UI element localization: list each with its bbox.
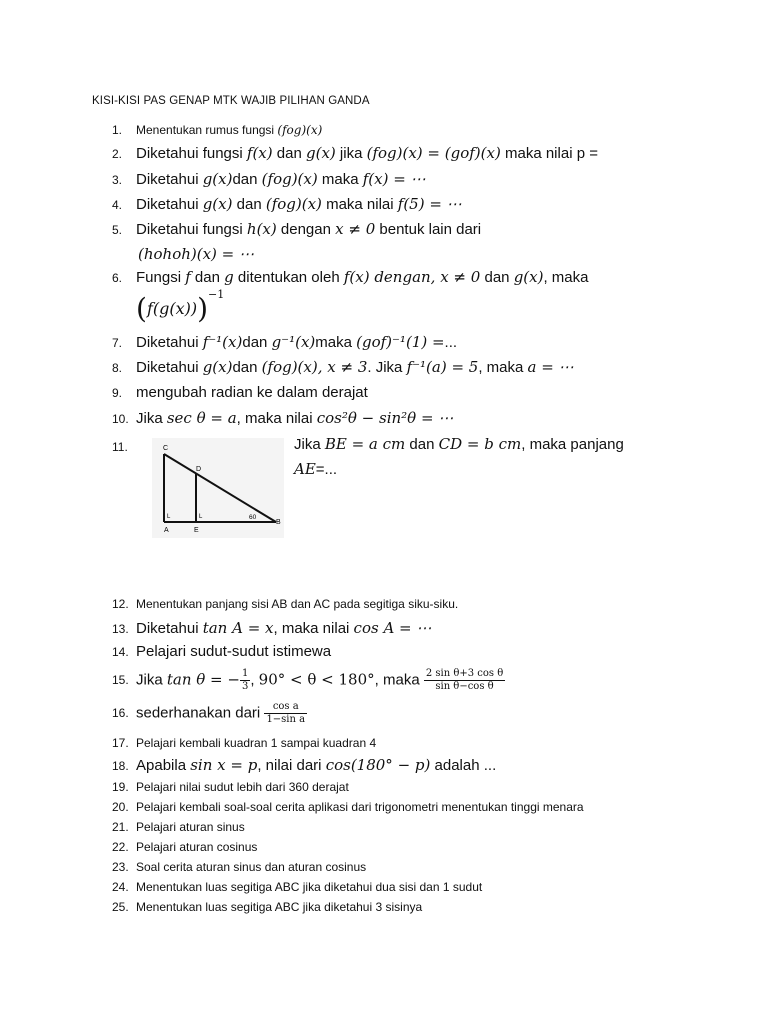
- item-math: (fog)(x), x ≠ 3: [261, 358, 368, 376]
- item-text: , maka nilai: [236, 410, 317, 427]
- item-text: , maka: [478, 359, 528, 376]
- item-math: 90° < θ < 180°: [258, 670, 375, 689]
- item-number: 2.: [112, 147, 123, 161]
- item-text: ...: [444, 334, 458, 351]
- item-math: (fog)(x) = (gof)(x): [366, 144, 501, 162]
- item-text: , maka nilai: [273, 620, 354, 637]
- item-number: 13.: [112, 622, 129, 636]
- item-11-text-line1: [294, 435, 624, 453]
- item-math: g⁻¹(x): [271, 333, 316, 351]
- item-number: 3.: [112, 173, 123, 187]
- item-text: sederhanakan dari: [136, 704, 265, 722]
- fraction-denominator: 1−sin a: [266, 714, 306, 725]
- right-angle-mark-e: L: [199, 514, 203, 520]
- item-text: maka: [317, 171, 363, 188]
- angle-label: 60: [249, 514, 257, 521]
- item-text: Jika: [136, 671, 167, 689]
- item-math: cos²θ − sin²θ = ⋯: [316, 409, 454, 427]
- label-d: D: [196, 466, 202, 473]
- item-text: Diketahui: [136, 620, 203, 637]
- item-number: 16.: [112, 706, 129, 721]
- item-text: . Jika: [367, 359, 407, 376]
- item-text: dan: [232, 171, 262, 188]
- item-5-continuation: (hohoh)(x) = ⋯: [138, 245, 255, 263]
- item-math: AE: [294, 460, 316, 478]
- item-math: f: [185, 268, 191, 286]
- item-text: bentuk lain dari: [375, 221, 482, 238]
- item-text: Diketahui: [136, 196, 203, 213]
- item-text: maka nilai: [321, 196, 398, 213]
- item-math: sec θ = a: [166, 409, 237, 427]
- item-math: (fog)(x): [261, 170, 318, 188]
- item-number: 10.: [112, 412, 129, 426]
- item-number: 20.: [112, 800, 129, 814]
- list-item-25: [112, 900, 422, 914]
- item-text: Pelajari kembali soal-soal cerita aplikasi dari trigonometri menentukan tinggi menara: [136, 800, 584, 814]
- item-number: 25.: [112, 900, 129, 914]
- item-text: adalah ...: [430, 757, 497, 774]
- document-title: KISI-KISI PAS GENAP MTK WAJIB PILIHAN GANDA: [92, 95, 370, 107]
- item-math: sin x = p: [190, 756, 258, 774]
- item-math: CD = b cm: [438, 435, 522, 453]
- list-item-8: [112, 358, 574, 376]
- item-math: (fog)(x): [277, 123, 323, 137]
- item-math: (fog)(x): [265, 195, 322, 213]
- list-item-17: [112, 736, 376, 750]
- fraction-one-third: [240, 668, 250, 693]
- item-number: 19.: [112, 780, 129, 794]
- item-text: dengan: [276, 221, 336, 238]
- item-text: dan: [242, 334, 272, 351]
- label-a: A: [164, 527, 169, 534]
- item-number: 24.: [112, 880, 129, 894]
- item-text: Menentukan luas segitiga ABC jika diketahui dua sisi dan 1 sudut: [136, 880, 483, 894]
- item-6-continuation: [136, 288, 225, 325]
- item-math: f(x) dengan, x ≠ 0: [343, 268, 481, 286]
- list-item-10: [112, 409, 453, 427]
- item-text: Apabila: [136, 757, 191, 774]
- item-11-text-line2: [294, 460, 337, 478]
- list-item-21: [112, 820, 245, 834]
- fraction-trig-expression: [424, 668, 505, 693]
- list-item-2: [112, 144, 598, 162]
- list-item-13: [112, 619, 431, 637]
- item-text: Diketahui: [136, 334, 203, 351]
- list-item-12: [112, 597, 458, 611]
- item-math: g(x): [306, 144, 336, 162]
- item-text: dan: [232, 196, 266, 213]
- item-math: x ≠ 0: [335, 220, 376, 238]
- item-math: g(x): [513, 268, 544, 286]
- item-math: f(5) = ⋯: [397, 195, 462, 213]
- close-paren: ): [197, 292, 209, 325]
- item-math: g(x): [202, 195, 233, 213]
- item-number: 1.: [112, 123, 123, 137]
- item-text: jika: [335, 145, 367, 162]
- item-text: Diketahui: [136, 359, 203, 376]
- item-math: h(x): [246, 220, 277, 238]
- item-math: cos(180° − p): [325, 756, 431, 774]
- item-number: 4.: [112, 198, 123, 212]
- item-number: 6.: [112, 271, 123, 285]
- item-number: 22.: [112, 840, 129, 854]
- item-math: g(x): [202, 358, 233, 376]
- item-math: g(x): [202, 170, 233, 188]
- item-number: 23.: [112, 860, 129, 874]
- item-text: Jika: [294, 436, 325, 453]
- item-text: dan: [405, 436, 439, 453]
- item-text: ,: [250, 671, 259, 689]
- item-math: f⁻¹(x): [202, 333, 243, 351]
- item-math: tan A = x: [202, 619, 274, 637]
- item-math: cos A = ⋯: [353, 619, 432, 637]
- list-item-14: [112, 643, 331, 660]
- item-text: Diketahui fungsi: [136, 145, 247, 162]
- item-text: , nilai dari: [257, 757, 326, 774]
- item-text: Pelajari kembali kuadran 1 sampai kuadran 4: [136, 736, 377, 750]
- right-angle-mark-a: L: [167, 514, 171, 520]
- item-math: f⁻¹(a) = 5: [406, 358, 479, 376]
- fraction-numerator: 1: [241, 668, 249, 679]
- item-text: Pelajari aturan cosinus: [136, 840, 258, 854]
- label-e: E: [194, 527, 199, 534]
- item-number: 9.: [112, 386, 123, 400]
- item-math: BE = a cm: [324, 435, 406, 453]
- item-text: Menentukan panjang sisi AB dan AC pada segitiga siku-siku.: [136, 597, 459, 611]
- open-paren: (: [136, 292, 147, 325]
- item-math: f(g(x)): [146, 299, 198, 318]
- list-item-19: [112, 780, 349, 794]
- item-math: g: [224, 268, 234, 286]
- list-item-1: [112, 123, 322, 137]
- fraction-denominator: sin θ−cos θ: [435, 681, 494, 692]
- item-text: dan: [232, 359, 262, 376]
- item-text: Pelajari aturan sinus: [136, 820, 245, 834]
- list-item-18: [112, 756, 496, 774]
- fraction-numerator: cos a: [264, 701, 307, 714]
- item-text: Pelajari nilai sudut lebih dari 360 derajat: [136, 780, 349, 794]
- item-number: 17.: [112, 736, 129, 750]
- list-item-22: [112, 840, 257, 854]
- item-text: =...: [315, 461, 338, 478]
- item-text: , maka panjang: [521, 436, 624, 453]
- list-item-20: [112, 800, 584, 814]
- item-math: f(x) = ⋯: [362, 170, 426, 188]
- item-text: maka: [315, 334, 357, 351]
- list-item-23: [112, 860, 366, 874]
- item-text: Soal cerita aturan sinus dan aturan cosinus: [136, 860, 367, 874]
- item-text: Menentukan rumus fungsi: [136, 123, 275, 137]
- fraction-denominator: 3: [241, 681, 249, 692]
- fraction-numerator: 2 sin θ+3 cos θ: [425, 668, 504, 679]
- item-math: tan θ = −: [166, 670, 240, 689]
- item-text: dan: [190, 269, 225, 286]
- list-item-6: [112, 268, 588, 286]
- item-math-superscript: −1: [208, 288, 225, 301]
- list-item-15: [112, 668, 505, 693]
- item-text: Fungsi: [136, 269, 186, 286]
- item-text: ditentukan oleh: [233, 269, 344, 286]
- fraction-cos-over-sin: [264, 701, 307, 726]
- item-text: Menentukan luas segitiga ABC jika diketahui 3 sisinya: [136, 900, 423, 914]
- item-number: 7.: [112, 336, 123, 350]
- item-math: a = ⋯: [527, 358, 574, 376]
- item-text: dan: [272, 145, 306, 162]
- item-number: 15.: [112, 673, 129, 688]
- list-item-3: [112, 170, 426, 188]
- item-number: 8.: [112, 361, 123, 375]
- list-item-9: [112, 384, 368, 401]
- triangle-figure: [152, 438, 284, 538]
- list-item-4: [112, 195, 462, 213]
- item-number: 5.: [112, 223, 123, 237]
- item-text: maka nilai p =: [500, 145, 598, 162]
- list-item-7: [112, 333, 457, 351]
- label-b: B: [276, 519, 281, 526]
- label-c: C: [163, 445, 169, 452]
- item-math: (gof)⁻¹(1) =: [356, 333, 445, 351]
- item-text: mengubah radian ke dalam derajat: [136, 384, 368, 401]
- list-item-24: [112, 880, 482, 894]
- item-text: , maka: [374, 671, 424, 689]
- item-text: Diketahui: [136, 171, 203, 188]
- item-number: 18.: [112, 759, 129, 773]
- item-number: 21.: [112, 820, 129, 834]
- list-item-16: [112, 701, 307, 726]
- item-text: , maka: [543, 269, 589, 286]
- item-text: Jika: [136, 410, 167, 427]
- item-text: dan: [480, 269, 514, 286]
- item-text: Diketahui fungsi: [136, 221, 247, 238]
- list-item-11-number: 11.: [112, 440, 128, 454]
- item-number: 12.: [112, 597, 129, 611]
- item-math: f(x): [246, 144, 273, 162]
- item-text: Pelajari sudut-sudut istimewa: [136, 643, 332, 660]
- list-item-5: [112, 220, 481, 238]
- item-number: 14.: [112, 645, 129, 659]
